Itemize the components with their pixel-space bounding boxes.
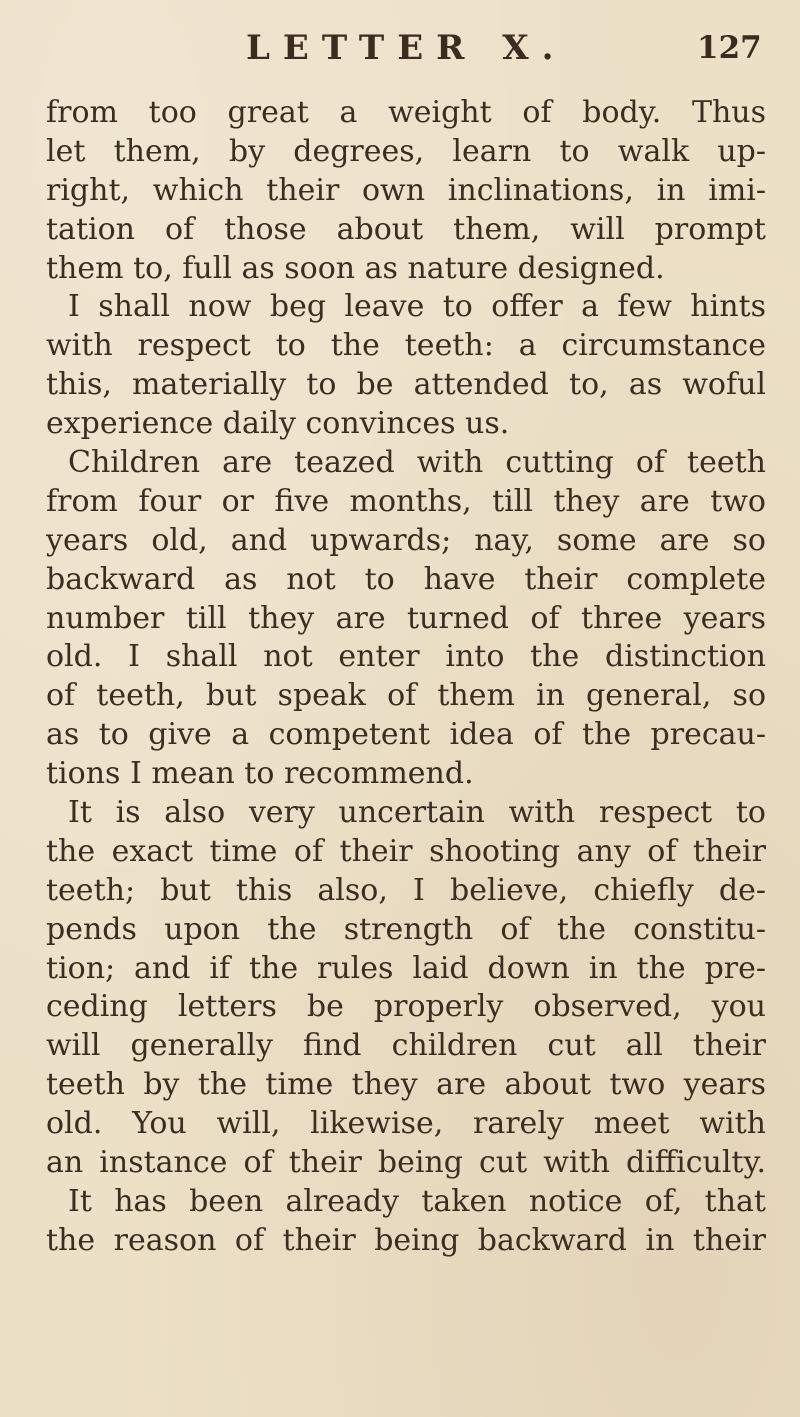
text-line: the exact time of their shooting any of their bbox=[46, 833, 766, 869]
text-line: them to, full as soon as nature designed. bbox=[46, 250, 665, 286]
text-line: Children are teazed with cutting of teeth bbox=[68, 445, 766, 481]
text-line: old. You will, likewise, rarely meet with bbox=[46, 1106, 766, 1142]
text-line: backward as not to have their complete bbox=[46, 561, 766, 597]
text-line: experience daily convinces us. bbox=[46, 406, 510, 442]
page-header bbox=[0, 28, 800, 76]
text-line: pends upon the strength of the constitu- bbox=[46, 911, 766, 947]
text-line: of teeth, but speak of them in general, so bbox=[46, 678, 766, 714]
text-line: years old, and upwards; nay, some are so bbox=[46, 522, 766, 558]
text-line: the reason of their being backward in their bbox=[46, 1222, 766, 1258]
text-line: with respect to the teeth: a circumstance bbox=[46, 328, 766, 364]
text-line: ceding letters be properly observed, you bbox=[46, 989, 766, 1025]
text-line: from too great a weight of body. Thus bbox=[46, 95, 766, 130]
text-line: I shall now beg leave to offer a few hints bbox=[68, 289, 766, 325]
page-number: 127 bbox=[697, 30, 762, 66]
text-line: as to give a competent idea of the precau- bbox=[46, 717, 766, 753]
text-line: let them, by degrees, learn to walk up- bbox=[46, 133, 766, 169]
text-line: will generally find children cut all their bbox=[46, 1028, 766, 1064]
running-head: LETTER X. bbox=[246, 28, 567, 68]
text-line: old. I shall not enter into the distinction bbox=[46, 639, 766, 675]
text-line: teeth; but this also, I believe, chiefly de- bbox=[46, 872, 766, 908]
body-text bbox=[46, 94, 766, 1261]
text-line: this, materially to be attended to, as woful bbox=[46, 367, 766, 403]
text-line: from four or five months, till they are two bbox=[46, 483, 766, 519]
text-line: It has been already taken notice of, that bbox=[68, 1183, 766, 1219]
text-line: number till they are turned of three years bbox=[46, 600, 766, 636]
text-line: tion; and if the rules laid down in the pre- bbox=[46, 950, 766, 986]
text-line: teeth by the time they are about two years bbox=[46, 1067, 766, 1103]
text-line: It is also very uncertain with respect to bbox=[68, 795, 766, 831]
text-line: an instance of their being cut with difficulty. bbox=[46, 1145, 766, 1181]
text-line: right, which their own inclinations, in imi- bbox=[46, 172, 766, 208]
text-line: tation of those about them, will prompt bbox=[46, 211, 766, 247]
text-line: tions I mean to recommend. bbox=[46, 756, 474, 792]
